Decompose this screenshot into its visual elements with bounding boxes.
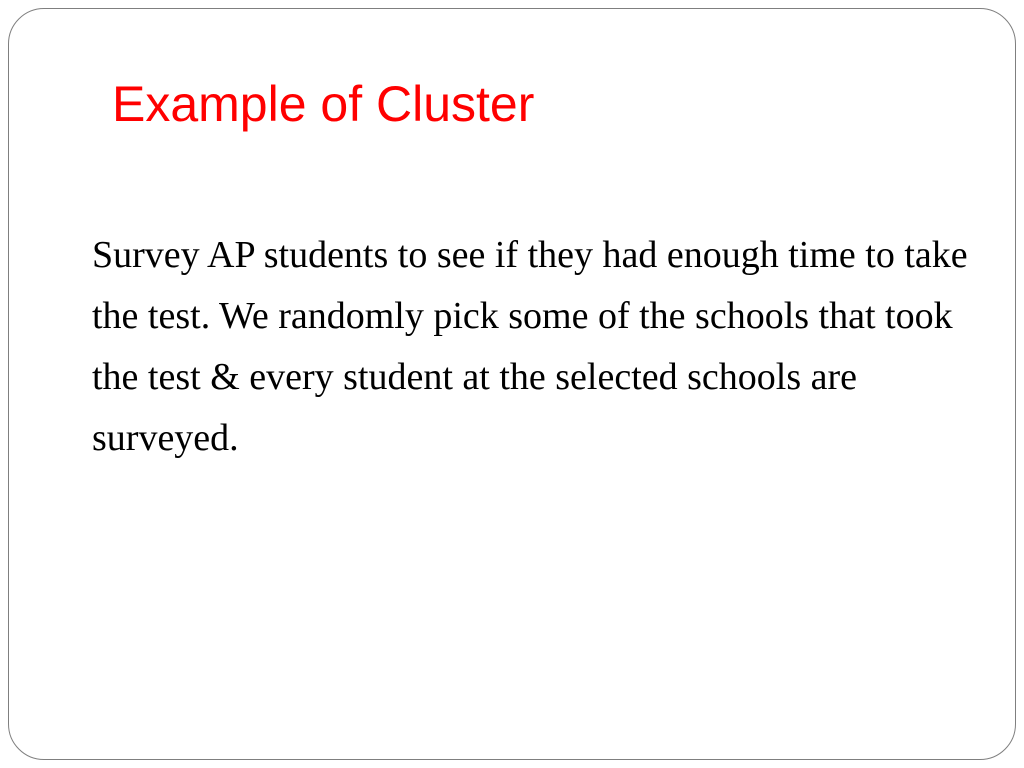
- slide-title: Example of Cluster: [112, 76, 535, 132]
- slide-body-text: Survey AP students to see if they had enough time to take the test. We randomly pick some of the schools that took the test & every student at the selected schools are surveyed.: [92, 234, 968, 459]
